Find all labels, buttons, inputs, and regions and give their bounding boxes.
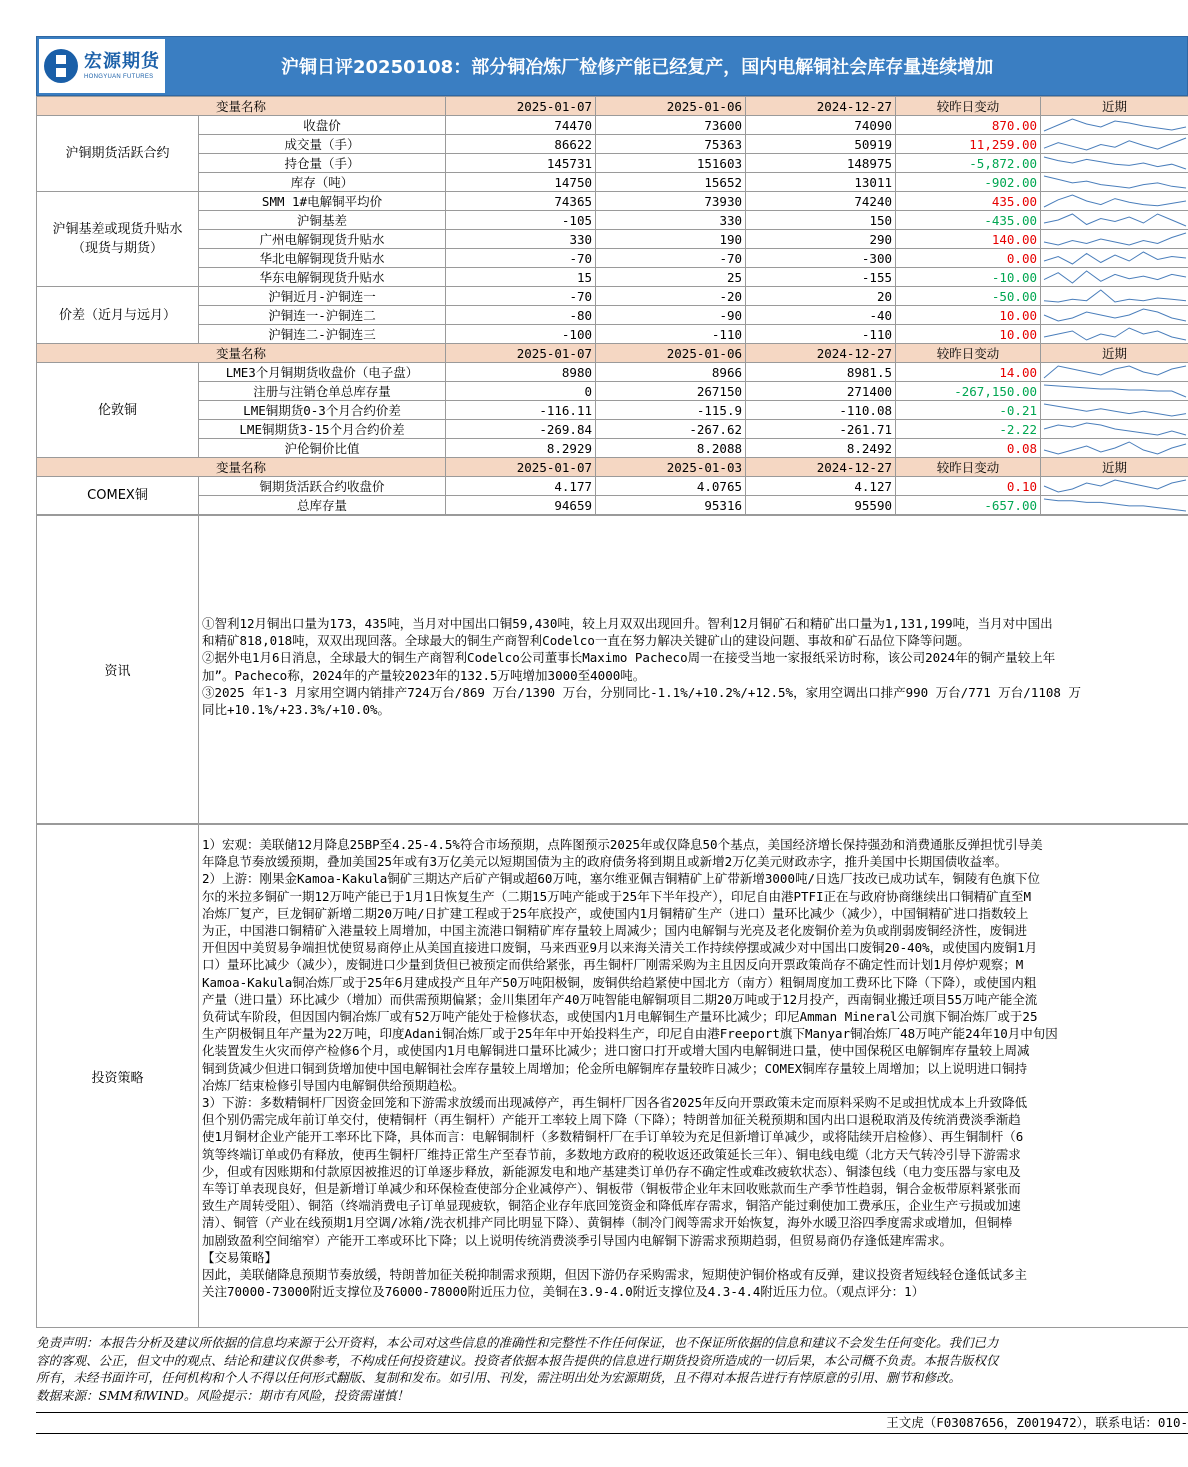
variable-name: 注册与注销仓单总库存量	[199, 382, 446, 401]
value-date-3: 150	[746, 211, 896, 230]
recent-trend-cell	[1041, 420, 1188, 439]
value-date-1: 74365	[446, 192, 596, 211]
sparkline-series	[1044, 195, 1186, 207]
sparkline-series	[1044, 138, 1186, 150]
value-date-1: 94659	[446, 496, 596, 515]
table-row	[37, 420, 1188, 439]
table-row	[37, 192, 1188, 211]
table-row	[37, 477, 1188, 496]
sparkline-chart	[1041, 268, 1188, 286]
company-logo	[39, 39, 165, 93]
value-date-3: 4.127	[746, 477, 896, 496]
sparkline-chart	[1041, 363, 1188, 381]
table-row	[37, 496, 1188, 515]
daily-change: 10.00	[896, 325, 1041, 344]
logo-name-en: HONGYUAN FUTURES	[84, 73, 154, 80]
strategy-line: 使1月铜材企业产能开工率环比下降，具体而言：电解铜制杆（多数精铜杆厂在手订单较为充足但新增订单减少，或将陆续开启检修）、再生铜制杆（6	[202, 1129, 1024, 1145]
value-date-1: -70	[446, 287, 596, 306]
disclaimer-line: 免责声明：本报告分析及建议所依据的信息均来源于公开资料，本公司对这些信息的准确性和完整性不作任何保证，也不保证所依据的信息和建议不会发生任何变化。我们已力	[36, 1335, 999, 1350]
news-line: 和精矿818,018吨，双双出现回落。全球最大的铜生产商智利Codelco一直在努力解决关键矿山的建设问题、事故和矿石品位下降等问题。	[202, 633, 970, 649]
value-date-3: -300	[746, 249, 896, 268]
header-date-1: 2025-01-07	[446, 344, 596, 363]
value-date-1: 14750	[446, 173, 596, 192]
recent-trend-cell	[1041, 496, 1188, 515]
daily-change: -50.00	[896, 287, 1041, 306]
group-label: COMEX铜	[37, 477, 199, 515]
strategy-line: 少，但或有因账期和付款原因被推迟的订单逐步释放，新能源发电和地产基建类订单仍存不确定性或难改疲软状态）、铜漆包线（电力变压器与家电及	[202, 1163, 1021, 1179]
value-date-1: 8.2929	[446, 439, 596, 458]
value-date-2: -90	[596, 306, 746, 325]
sparkline-series	[1044, 499, 1186, 511]
value-date-2: -110	[596, 325, 746, 344]
strategy-line: 致生产周转受阻）、铜箔（终端消费电子订单显现疲软，铜箔企业存年底回笼资金和降低库存需求，铜箔产能过剩使加工费承压，企业生产亏损或加速	[202, 1198, 1021, 1214]
sparkline-chart	[1041, 211, 1188, 229]
sparkline-chart	[1041, 192, 1188, 210]
variable-name: 库存（吨）	[199, 173, 446, 192]
header-recent: 近期	[1041, 458, 1188, 477]
strategy-line: 为正，中国港口铜精矿入港量较上周增加，中国主流港口铜精矿库存量较上周减少；国内电解铜与光亮及老化废铜价差为负或削弱废铜经济性，废铜进	[202, 923, 1028, 939]
header-variable-name: 变量名称	[37, 344, 446, 363]
value-date-1: -105	[446, 211, 596, 230]
daily-change: 11,259.00	[896, 135, 1041, 154]
sparkline-series	[1044, 214, 1186, 226]
strategy-line: 筑等终端订单或仍有释放，使再生铜杆厂维持正常生产至春节前，多数地方政府的税收返还政策延长三年）、铜电线电缆（北方天气转冷引导下游需求	[202, 1146, 1021, 1162]
disclaimer	[36, 1334, 1188, 1404]
sparkline-chart	[1041, 135, 1188, 153]
value-date-3: 50919	[746, 135, 896, 154]
sparkline-chart	[1041, 230, 1188, 248]
sparkline-series	[1044, 271, 1186, 283]
strategy-line: 尔的米拉多铜矿一期12万吨产能已于1月1日恢复生产（二期15万吨产能或于25年下半年投产），印尼自由港PTFI正在与政府协商继续出口铜精矿直至M	[202, 888, 1032, 904]
news-line: ②据外电1月6日消息，全球最大的铜生产商智利Codelco公司董事长Maximo Pacheco周一在接受当地一家报纸采访时称，该公司2024年的铜产量较上年	[202, 650, 1056, 666]
variable-name: 广州电解铜现货升贴水	[199, 230, 446, 249]
value-date-2: 267150	[596, 382, 746, 401]
disclaimer-line: 数据来源：SMM和WIND。风险提示：期市有风险，投资需谨慎！	[36, 1387, 409, 1403]
variable-name: 沪铜基差	[199, 211, 446, 230]
disclaimer-line: 容的客观、公正，但文中的观点、结论和建议仅供参考，不构成任何投资建议。投资者依据本报告提供的信息进行期货投资所造成的一切后果，本公司概不负责。本报告版权仅	[36, 1352, 999, 1368]
report-page	[36, 36, 1188, 1434]
value-date-2: 151603	[596, 154, 746, 173]
news-line: 同比+10.1%/+23.3%/+10.0%。	[202, 702, 391, 718]
table-row	[37, 173, 1188, 192]
value-date-2: 4.0765	[596, 477, 746, 496]
value-date-1: 4.177	[446, 477, 596, 496]
daily-change: -435.00	[896, 211, 1041, 230]
value-date-3: 271400	[746, 382, 896, 401]
daily-change: -902.00	[896, 173, 1041, 192]
daily-change: -267,150.00	[896, 382, 1041, 401]
table-row	[37, 287, 1188, 306]
recent-trend-cell	[1041, 363, 1188, 382]
value-date-3: -155	[746, 268, 896, 287]
sparkline-series	[1044, 157, 1186, 169]
sparkline-chart	[1041, 496, 1188, 514]
strategy-body	[199, 825, 1188, 1328]
strategy-line: 清）、铜管（产业在线预期1月空调/冰箱/洗衣机排产同比明显下降）、黄铜棒（制冷门阀等需求开始恢复，海外水暖卫浴四季度需求或增加，但铜棒	[202, 1215, 1013, 1231]
variable-name: LME铜期货3-15个月合约价差	[199, 420, 446, 439]
strategy-line: 负荷试车阶段，但因国内铜冶炼厂或有52万吨产能处于检修状态，或使国内1月电解铜生产量环比减少；印尼Amman Mineral公司旗下铜冶炼厂或于25	[202, 1009, 1038, 1025]
value-date-3: 74240	[746, 192, 896, 211]
sparkline-series	[1044, 442, 1186, 454]
header-change: 较昨日变动	[896, 458, 1041, 477]
strategy-section	[36, 824, 1188, 1328]
value-date-2: -20	[596, 287, 746, 306]
value-date-1: -116.11	[446, 401, 596, 420]
sparkline-series	[1044, 290, 1186, 302]
value-date-3: -110.08	[746, 401, 896, 420]
header-date-3: 2024-12-27	[746, 458, 896, 477]
variable-name: 沪伦铜价比值	[199, 439, 446, 458]
sparkline-chart	[1041, 116, 1188, 134]
sparkline-series	[1044, 309, 1186, 321]
value-date-2: 8966	[596, 363, 746, 382]
strategy-line: 口）量环比减少（减少），废铜进口少量到货但已被预定而供给紧张，再生铜杆厂刚需采购为主且因反向开票政策尚存不确定性而计划1月停炉观察；M	[202, 957, 1024, 973]
variable-name: 华东电解铜现货升贴水	[199, 268, 446, 287]
daily-change: 10.00	[896, 306, 1041, 325]
news-line: ③2025 年1-3 月家用空调内销排产724万台/869 万台/1390 万台，分别同比-1.1%/+10.2%/+12.5%，家用空调出口排产990 万台/771 万台/1108 万	[202, 684, 1081, 700]
group-label: 价差（近月与远月）	[37, 287, 199, 344]
value-date-3: 95590	[746, 496, 896, 515]
value-date-1: 86622	[446, 135, 596, 154]
sparkline-series	[1044, 423, 1186, 435]
variable-name: 沪铜连一-沪铜连二	[199, 306, 446, 325]
header-date-2: 2025-01-06	[596, 97, 746, 116]
header-date-3: 2024-12-27	[746, 97, 896, 116]
value-date-1: 15	[446, 268, 596, 287]
value-date-1: 330	[446, 230, 596, 249]
variable-name: 持仓量（手）	[199, 154, 446, 173]
variable-name: 华北电解铜现货升贴水	[199, 249, 446, 268]
value-date-2: 15652	[596, 173, 746, 192]
group-label: 沪铜期货活跃合约	[37, 116, 199, 192]
table-row	[37, 306, 1188, 325]
header-date-2: 2025-01-06	[596, 344, 746, 363]
market-data-table	[36, 96, 1188, 515]
value-date-2: -115.9	[596, 401, 746, 420]
sparkline-chart	[1041, 249, 1188, 267]
value-date-1: -70	[446, 249, 596, 268]
recent-trend-cell	[1041, 401, 1188, 420]
daily-change: 140.00	[896, 230, 1041, 249]
recent-trend-cell	[1041, 249, 1188, 268]
daily-change: 870.00	[896, 116, 1041, 135]
analyst-contact: 王文虎（F03087656，Z0019472），联系电话：010-	[36, 1412, 1188, 1434]
strategy-line: 因此，美联储降息预期节奏放缓，特朗普加征关税抑制需求预期，但因下游仍存采购需求，短期使沪铜价格或有反弹，建议投资者短线轻仓逢低试多主	[202, 1267, 1028, 1283]
sparkline-series	[1044, 176, 1186, 188]
daily-change: 0.00	[896, 249, 1041, 268]
table-row	[37, 325, 1188, 344]
value-date-3: -261.71	[746, 420, 896, 439]
strategy-line: 【交易策略】	[202, 1249, 278, 1265]
value-date-1: 0	[446, 382, 596, 401]
sparkline-chart	[1041, 173, 1188, 191]
value-date-2: -70	[596, 249, 746, 268]
sparkline-series	[1044, 119, 1186, 131]
value-date-2: 95316	[596, 496, 746, 515]
strategy-line: 3）下游：多数精铜杆厂因资金回笼和下游需求放缓而出现减停产，再生铜杆厂因各省2025年反向开票政策未定而原料采购不足或担忧成本上升致降低	[202, 1095, 1028, 1111]
daily-change: 0.08	[896, 439, 1041, 458]
header-variable-name: 变量名称	[37, 458, 446, 477]
strategy-line: 冶炼厂结束检修引导国内电解铜供给预期趋松。	[202, 1077, 465, 1093]
strategy-line: Kamoa-Kakula铜冶炼厂或于25年6月建成投产且年产50万吨阳极铜，废铜供给趋紧使中国北方（南方）粗铜周度加工费环比下降（下降），或使国内粗	[202, 974, 1037, 990]
recent-trend-cell	[1041, 154, 1188, 173]
header-date-1: 2025-01-07	[446, 458, 596, 477]
recent-trend-cell	[1041, 268, 1188, 287]
strategy-line: 铜到货减少但进口铜到货增加使中国电解铜社会库存量较上周增加；伦金所电解铜库存量较昨日减少；COMEX铜库存量较上周增加；以上说明进口铜持	[202, 1060, 1028, 1076]
sparkline-chart	[1041, 439, 1188, 457]
sparkline-series	[1044, 366, 1186, 378]
strategy-line: 1）宏观：美联储12月降息25BP至4.25-4.5%符合市场预期，点阵图预示2025年或仅降息50个基点，美国经济增长保持强劲和消费通胀反弹担忧引导美	[202, 837, 1043, 852]
table-row	[37, 249, 1188, 268]
sparkline-chart	[1041, 306, 1188, 324]
value-date-2: 73600	[596, 116, 746, 135]
sparkline-chart	[1041, 154, 1188, 172]
value-date-3: -110	[746, 325, 896, 344]
table-row	[37, 154, 1188, 173]
daily-change: -657.00	[896, 496, 1041, 515]
value-date-3: 13011	[746, 173, 896, 192]
daily-change: 14.00	[896, 363, 1041, 382]
group-label: 伦敦铜	[37, 363, 199, 458]
value-date-1: 145731	[446, 154, 596, 173]
strategy-line: 化装置发生火灾而停产检修6个月，或使国内1月电解铜进口量环比减少；进口窗口打开或增大国内电解铜进口量，使中国保税区电解铜库存量较上周减	[202, 1043, 1030, 1059]
strategy-line: 车等订单表现良好，但是新增订单减少和环保检查使部分企业减停产）、铜板带（铜板带企业年末回收账款而生产季节性趋弱，铜合金板带原料紧张而	[202, 1181, 1021, 1197]
recent-trend-cell	[1041, 135, 1188, 154]
value-date-3: 8.2492	[746, 439, 896, 458]
strategy-line: 开但因中美贸易争端担忧使贸易商停止从美国直接进口废铜，马来西亚9月以来海关清关工作持续停摆或减少对中国出口废铜20-40%，或使国内废铜1月	[202, 940, 1038, 956]
value-date-3: 290	[746, 230, 896, 249]
variable-name: 成交量（手）	[199, 135, 446, 154]
variable-name: LME铜期货0-3个月合约价差	[199, 401, 446, 420]
header-change: 较昨日变动	[896, 97, 1041, 116]
variable-name: LME3个月铜期货收盘价（电子盘）	[199, 363, 446, 382]
header-date-1: 2025-01-07	[446, 97, 596, 116]
variable-name: 沪铜近月-沪铜连一	[199, 287, 446, 306]
news-line: 加”。Pacheco称，2024年的产量较2023年的132.5万吨增加3000至4000吨。	[202, 667, 646, 683]
strategy-line: 但个别仍需完成年前订单交付，使精铜杆（再生铜杆）产能开工率较上周下降（下降）；特朗普加征关税预期和国内出口退税取消及传统消费淡季渐趋	[202, 1112, 1021, 1128]
value-date-1: 8980	[446, 363, 596, 382]
sparkline-chart	[1041, 420, 1188, 438]
header-change: 较昨日变动	[896, 344, 1041, 363]
strategy-line: 关注70000-73000附近支撑位及76000-78000附近压力位，美铜在3.9-4.0附近支撑位及4.3-4.4附近压力位。（观点评分：1）	[202, 1284, 925, 1300]
strategy-line: 产量（进口量）环比减少（增加）而供需预期偏紧；金川集团年产40万吨智能电解铜项目二期20万吨或于12月投产，西南铜业搬迁项目55万吨产能全流	[202, 991, 1038, 1007]
variable-name: 收盘价	[199, 116, 446, 135]
daily-change: -0.21	[896, 401, 1041, 420]
daily-change: -5,872.00	[896, 154, 1041, 173]
header-variable-name: 变量名称	[37, 97, 446, 116]
value-date-3: 148975	[746, 154, 896, 173]
table-row	[37, 268, 1188, 287]
news-label: 资讯	[37, 516, 199, 824]
variable-name: 铜期货活跃合约收盘价	[199, 477, 446, 496]
value-date-1: -100	[446, 325, 596, 344]
value-date-1: -80	[446, 306, 596, 325]
recent-trend-cell	[1041, 116, 1188, 135]
news-line: ①智利12月铜出口量为173，435吨，当月对中国出口铜59,430吨，较上月双双出现回升。智利12月铜矿石和精矿出口量为1,131,199吨，当月对中国出	[202, 616, 1053, 631]
table-row	[37, 230, 1188, 249]
sparkline-series	[1044, 328, 1186, 340]
value-date-2: 73930	[596, 192, 746, 211]
value-date-2: 8.2088	[596, 439, 746, 458]
value-date-3: -40	[746, 306, 896, 325]
sparkline-chart	[1041, 401, 1188, 419]
logo-mark-icon	[44, 49, 78, 83]
header-recent: 近期	[1041, 344, 1188, 363]
variable-name: 总库存量	[199, 496, 446, 515]
recent-trend-cell	[1041, 287, 1188, 306]
value-date-3: 74090	[746, 116, 896, 135]
value-date-3: 8981.5	[746, 363, 896, 382]
table-header-row	[37, 458, 1188, 477]
recent-trend-cell	[1041, 439, 1188, 458]
recent-trend-cell	[1041, 382, 1188, 401]
table-row	[37, 211, 1188, 230]
sparkline-chart	[1041, 382, 1188, 400]
recent-trend-cell	[1041, 230, 1188, 249]
news-body	[199, 516, 1188, 824]
logo-name-cn: 宏源期货	[84, 50, 160, 72]
value-date-2: -267.62	[596, 420, 746, 439]
daily-change: 435.00	[896, 192, 1041, 211]
header-date-2: 2025-01-03	[596, 458, 746, 477]
table-row	[37, 116, 1188, 135]
header-recent: 近期	[1041, 97, 1188, 116]
value-date-2: 25	[596, 268, 746, 287]
news-section	[36, 515, 1188, 824]
sparkline-series	[1044, 252, 1186, 264]
strategy-line: 生产阴极铜且年产量为22万吨，印度Adani铜冶炼厂或于25年年中开始投料生产，印尼自由港Freeport旗下Manyar铜冶炼厂48万吨产能24年10月中旬因	[202, 1026, 1058, 1042]
sparkline-chart	[1041, 477, 1188, 495]
report-title: 沪铜日评20250108：部分铜冶炼厂检修产能已经复产，国内电解铜社会库存量连续增加	[281, 57, 994, 78]
table-header-row	[37, 344, 1188, 363]
daily-change: -2.22	[896, 420, 1041, 439]
value-date-2: 190	[596, 230, 746, 249]
strategy-line: 冶炼厂复产，巨龙铜矿新增二期20万吨/日扩建工程或于25年底投产，或使国内1月铜精矿生产（进口）量环比减少（减少），中国铜精矿进口指数较上	[202, 905, 1029, 921]
sparkline-series	[1044, 404, 1186, 416]
header-date-3: 2024-12-27	[746, 344, 896, 363]
sparkline-series	[1044, 385, 1186, 397]
daily-change: -10.00	[896, 268, 1041, 287]
report-header	[36, 36, 1188, 96]
recent-trend-cell	[1041, 306, 1188, 325]
value-date-1: -269.84	[446, 420, 596, 439]
variable-name: 沪铜连二-沪铜连三	[199, 325, 446, 344]
value-date-1: 74470	[446, 116, 596, 135]
sparkline-chart	[1041, 325, 1188, 343]
table-row	[37, 135, 1188, 154]
recent-trend-cell	[1041, 192, 1188, 211]
table-row	[37, 382, 1188, 401]
disclaimer-line: 所有，未经书面许可，任何机构和个人不得以任何形式翻版、复制和发布。如引用、刊发，需注明出处为宏源期货，且不得对本报告进行有悖原意的引用、删节和修改。	[36, 1370, 962, 1386]
value-date-2: 75363	[596, 135, 746, 154]
table-row	[37, 439, 1188, 458]
strategy-line: 加剧致盈利空间缩窄）产能开工率或环比下降；以上说明传统消费淡季引导国内电解铜下游需求预期趋弱，但贸易商仍存逢低建库需求。	[202, 1232, 953, 1248]
sparkline-series	[1044, 480, 1186, 492]
table-header-row	[37, 97, 1188, 116]
strategy-label: 投资策略	[37, 825, 199, 1328]
recent-trend-cell	[1041, 211, 1188, 230]
strategy-line: 年降息节奏放缓预期，叠加美国25年或有3万亿美元以短期国债为主的政府债务将到期且或新增2万亿美元财政赤字，推升美国中长期国债收益率。	[202, 854, 1008, 870]
daily-change: 0.10	[896, 477, 1041, 496]
variable-name: SMM 1#电解铜平均价	[199, 192, 446, 211]
table-row	[37, 363, 1188, 382]
recent-trend-cell	[1041, 325, 1188, 344]
value-date-2: 330	[596, 211, 746, 230]
sparkline-series	[1044, 233, 1186, 245]
strategy-line: 2）上游：刚果金Kamoa-Kakula铜矿三期达产后矿产铜或超60万吨，塞尔维亚佩吉铜精矿上矿带新增3000吨/日选厂技改已成功试车，铜陵有色旗下位	[202, 871, 1041, 887]
sparkline-chart	[1041, 287, 1188, 305]
value-date-3: 20	[746, 287, 896, 306]
group-label: 沪铜基差或现货升贴水（现货与期货）	[37, 192, 199, 287]
recent-trend-cell	[1041, 173, 1188, 192]
recent-trend-cell	[1041, 477, 1188, 496]
table-row	[37, 401, 1188, 420]
